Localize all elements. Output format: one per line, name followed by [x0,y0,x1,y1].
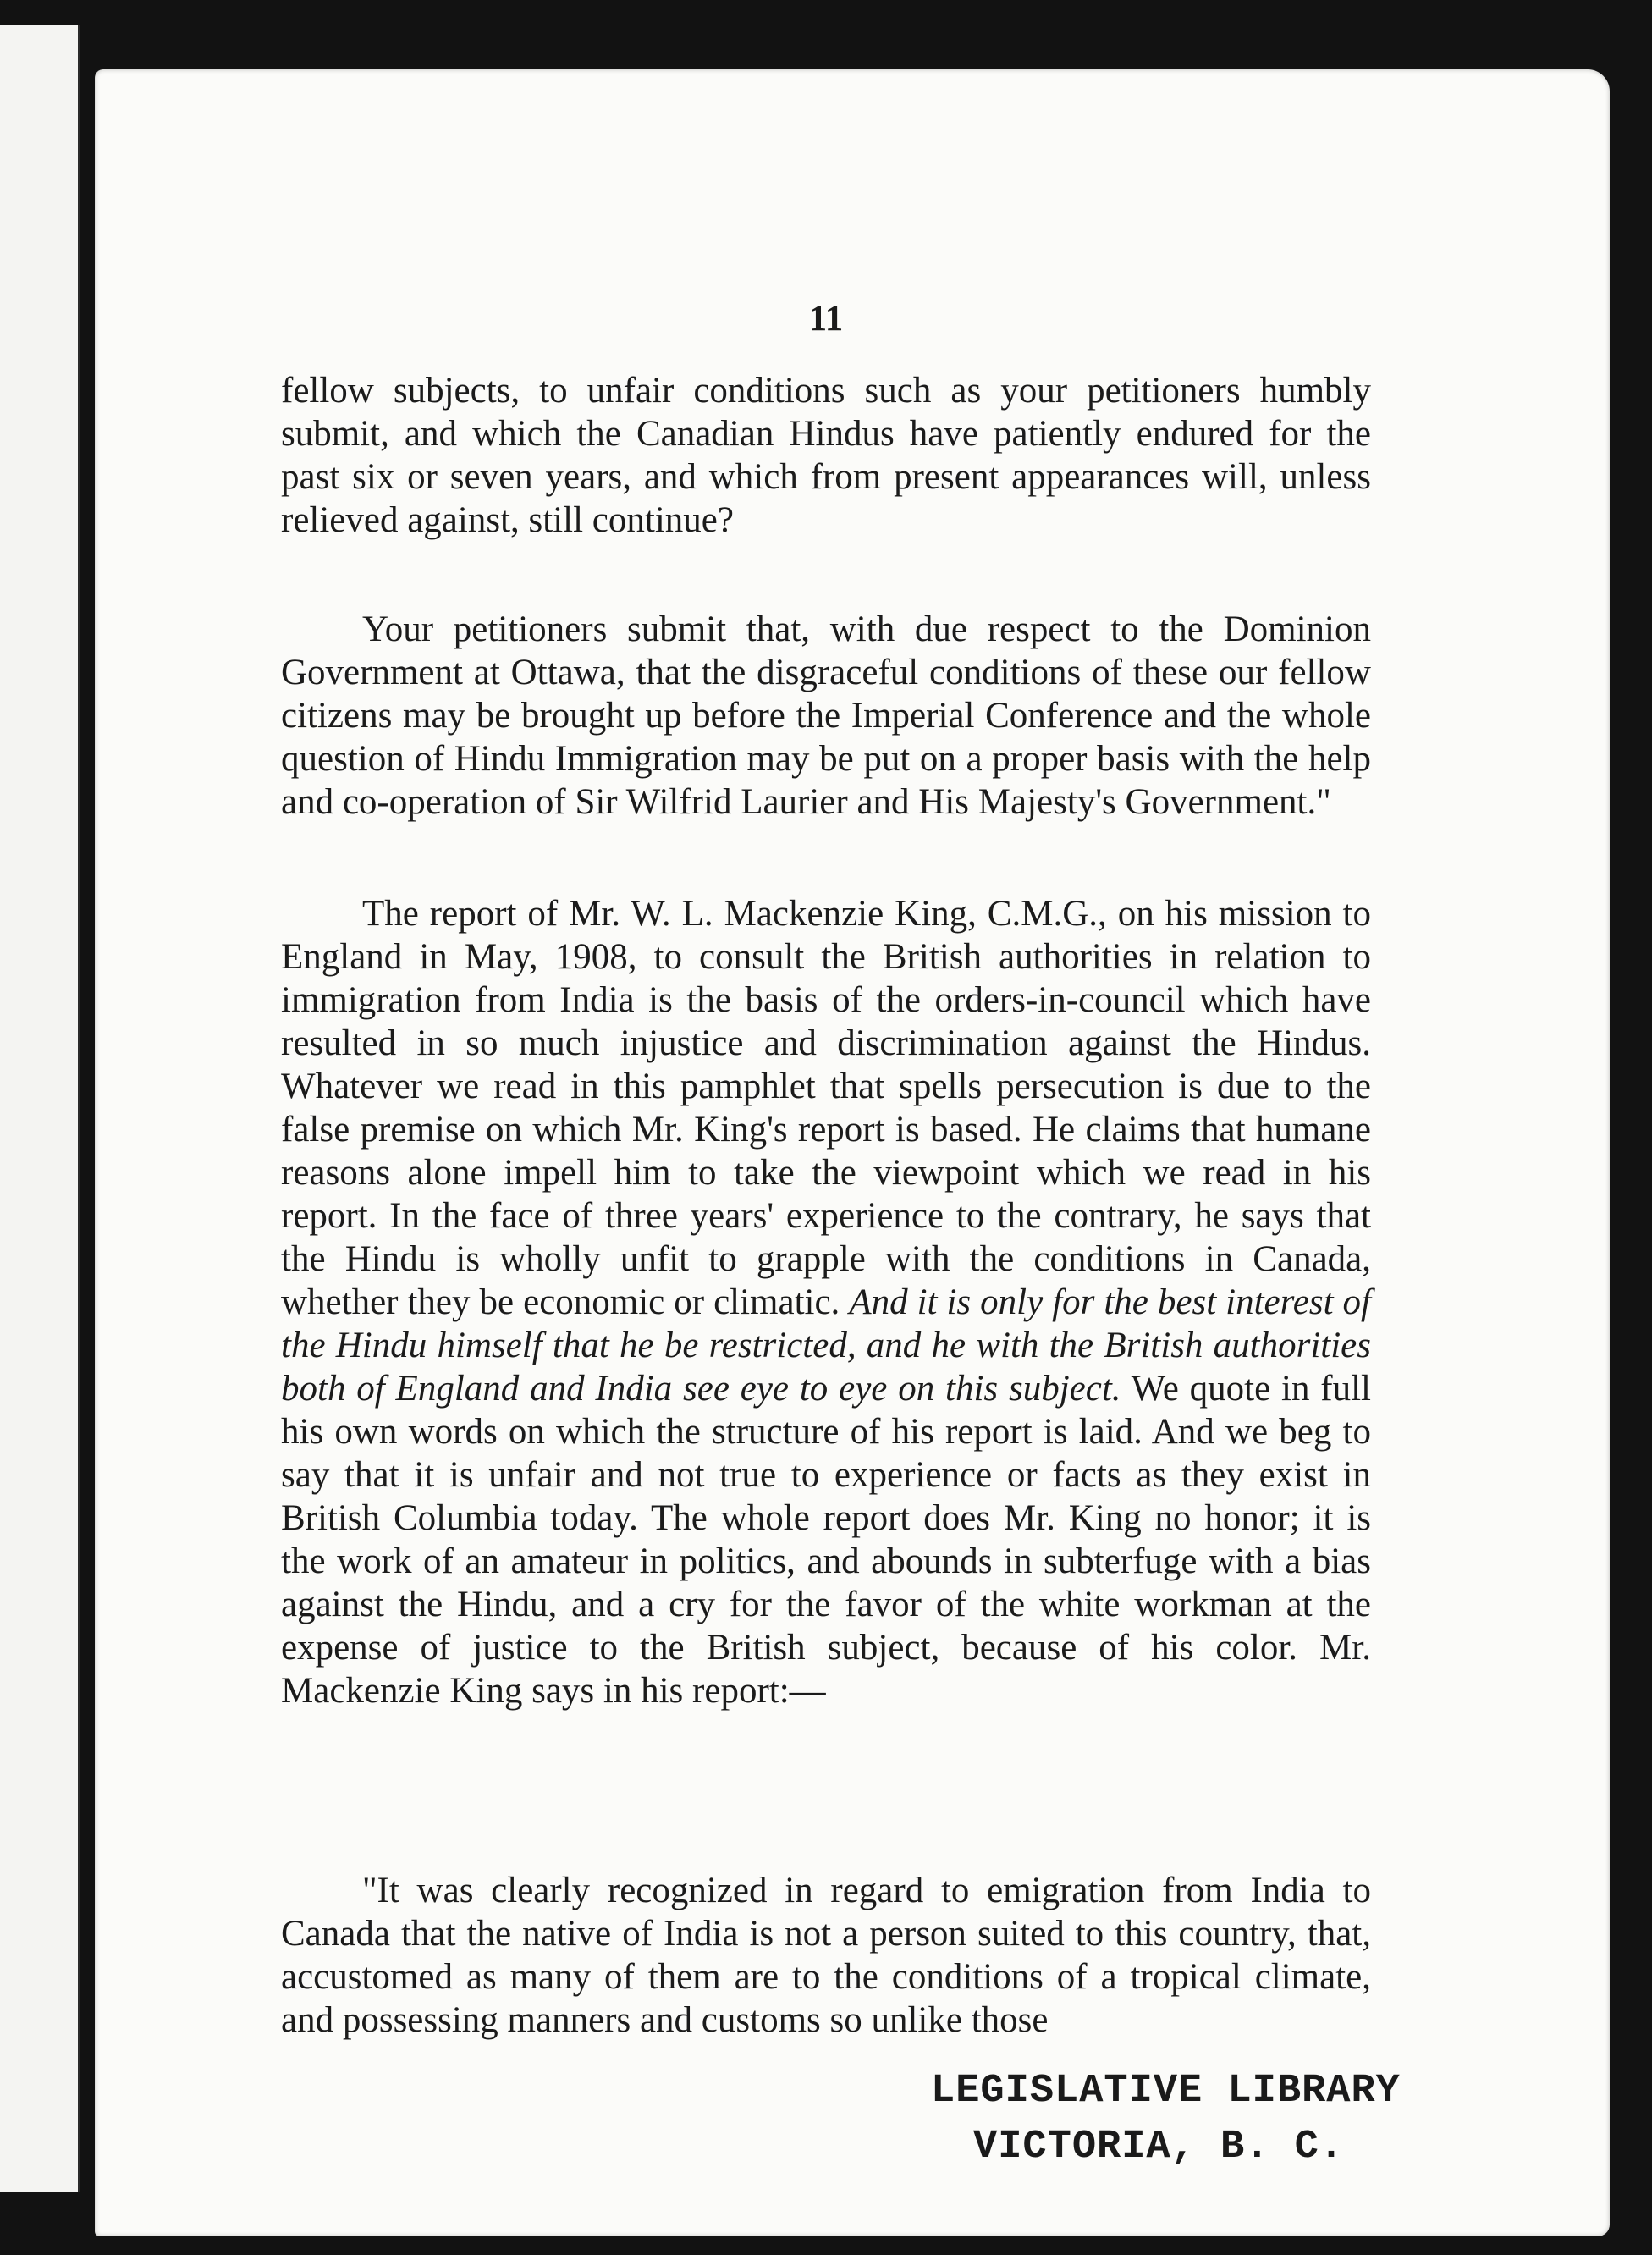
page-number: 11 [808,299,844,339]
paragraph-1: fellow subjects, to unfair conditions such as your petitioners humbly submit, and which the Canadian Hindus have patiently endured for the past six or seven years, and which from present appearances will, unless relieved against, still continue? [281,371,1371,540]
paragraph-3-text-b: We quote in full his own words on which the structure of his report is laid. And we beg to say that it is unfair and not true to experience or facts as they exist in British Columbia today. The whole report does Mr. King no honor; it is the work of an amateur in politics, and abounds in subterfuge with a bias against the Hindu, and a cry for the favor of the white workman at the expense of justice to the British subject, because of his color. Mr. Mackenzie King says in his report:— [281,1369,1371,1711]
library-stamp [931,2064,1401,2175]
paragraph-4: "It was clearly recognized in regard to emigration from India to Canada that the native of India is not a person suited to this country, that, accustomed as many of them are to the conditions of a tropical climate, and possessing manners and customs so unlike those [281,1871,1371,2040]
paragraph-3-italic: And it is only for the best interest of the Hindu himself that he be restricted, and he with the British authorities both of England and India see eye to eye on this subject. [281,1282,1371,1409]
stamp-line-2: VICTORIA, B. C. [973,2125,1345,2170]
stamp-line-1: LEGISLATIVE LIBRARY [931,2069,1401,2114]
paragraph-3 [281,892,1371,1712]
paragraph-3-text-a: The report of Mr. W. L. Mackenzie King, C.M.G., on his mission to England in May, 1908, to consult the British authorities in relation to immigration from India is the basis of the orders-in-council which have resulted in so much injustice and discrimination against the Hindus. Whatever we read in this pamphlet that spells persecution is due to the false premise on which Mr. King's report is based. He claims that humane reasons alone impell him to take the viewpoint which we read in his report. In the face of three years' experience to the contrary, he says that the Hindu is wholly unfit to grapple with the conditions in Canada, whether they be economic or climatic. [281,894,1371,1322]
facing-page-edge [0,25,80,2192]
paragraph-2: Your petitioners submit that, with due respect to the Dominion Government at Ottawa, that the disgraceful conditions of these our fellow citizens may be brought up before the Imperial Conference and the whole question of Hindu Immigration may be put on a proper basis with the help and co-operation of Sir Wilfrid Laurier and His Majesty's Government." [281,609,1371,822]
